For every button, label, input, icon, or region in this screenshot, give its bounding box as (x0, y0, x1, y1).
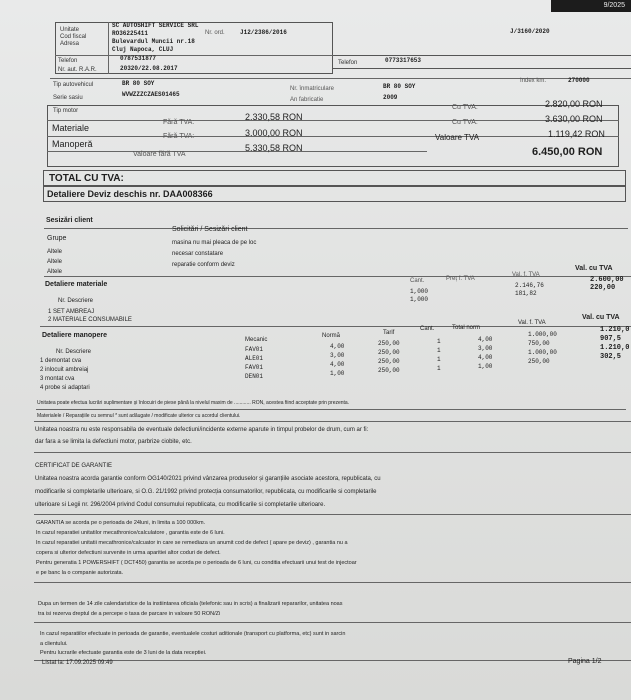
totals-rule-3 (47, 151, 427, 152)
manopera-tarif: 250,00 (378, 349, 400, 356)
total-label: TOTAL CU TVA: (49, 173, 124, 184)
client-phone: 0773317653 (385, 57, 422, 64)
materiale-top-rule (44, 276, 631, 277)
man-valf-label: Val. f. TVA (518, 320, 546, 326)
material-val-c: 2.600,00 (590, 276, 624, 284)
mat-nr-desc-label: Nr. Descriere (58, 298, 94, 304)
manopera-cant: 1 (437, 347, 441, 354)
terms-top-rule (34, 421, 631, 422)
manopera-desc: 3 montat cva (40, 376, 75, 382)
manopera-fara: 3.000,00 RON (245, 128, 303, 138)
tip-auto: BR 80 SOY (122, 80, 155, 87)
tip-motor-label: Tip motor (53, 108, 79, 114)
material-cant: 1,000 (410, 296, 429, 303)
manopera-val-c: 1.210,0 (600, 326, 630, 334)
depozit-line-2: tra isi rezerva dreptul de a percepe o taxa de parcare in valoare 50 RON/Zi (38, 611, 221, 617)
terms-rule-2 (34, 452, 631, 453)
manopera-norma: 4,00 (330, 343, 345, 350)
manopera-cant: 1 (437, 356, 441, 363)
telefon-label: Telefon (58, 58, 78, 64)
manopera-tarif: 250,00 (378, 358, 400, 365)
corner-text: 9/2025 (603, 2, 625, 9)
manopera-mecanic: FAV01 (245, 364, 264, 371)
sesizare-text: masina nu mai pleaca de pe loc (172, 240, 257, 246)
adresa-label: Adresa (60, 41, 80, 47)
right-reg: J/3160/2020 (510, 28, 550, 35)
manopere-top-rule (40, 326, 631, 327)
sesizare-grupa: Altele (47, 249, 63, 255)
manopera-val-f: 1.000,00 (528, 349, 557, 356)
man-tarif-label: Tarif (383, 330, 395, 336)
valoare-tva-label: Valoare TVA (435, 133, 480, 142)
manopera-tarif: 250,00 (378, 367, 400, 374)
reg-label: Nr. ord. (205, 30, 225, 36)
cert-line-2: modificarile si completarile ulterioare, si O.G. 21/1992 privind protecția consumatorilor, republicata, cu modificarile si completarile (35, 489, 377, 495)
corner-label (551, 0, 631, 12)
costuri-line-2: a clientului. (40, 641, 68, 647)
manopera-desc: 1 demontat cva (40, 358, 82, 364)
man-mecanic-label: Mecanic (245, 337, 268, 343)
client-phone-label: Telefon (338, 60, 358, 66)
nr-inmat-label: Nr. înmatriculare (290, 86, 335, 92)
mat-valc-label: Val. cu TVA (575, 265, 613, 272)
garantie-line-2: In cazul reparatiei unitatilor mecathronice/calculatore , garantia este de 6 luni. (36, 530, 225, 536)
company-name-label: Unitate (60, 27, 80, 33)
sesizari-title: Sesizări client (46, 217, 93, 224)
materiale-fara-label: Fără TVA: (163, 119, 195, 126)
sesizare-text: necesar constatare (172, 251, 224, 257)
cert-line-3: ulterioare si Legii nr. 296/2004 privind Codul consumului republicata, cu modificarile si completarile ulterioare. (35, 502, 326, 508)
garantie-line-3: In cazul reparatiei unitatii mecathronice/calcuator in care se remediaza un anumit cod de defect ( apare pe deviz) , garantia nu a (36, 540, 348, 546)
material-desc: 2 MATERIALE CONSUMABILE (48, 317, 132, 323)
costuri-line-3: Pentru lucrarile efectuate garantia este de 3 luni de la data receptiei. (40, 650, 207, 656)
total-label-box (43, 170, 626, 186)
material-val-c: 220,00 (590, 284, 616, 292)
manopera-val-c: 1.210,0 (600, 344, 630, 352)
manopera-total: 3,00 (478, 345, 493, 352)
materiale-title: Detaliere materiale (45, 281, 108, 288)
terms-rule-4 (34, 582, 631, 583)
sesizari-col-label: Solicitări / Sesizări client (172, 226, 248, 233)
materiale-label: Materiale (52, 123, 90, 133)
listat-la: Listat la: 17.09.2025 09:49 (42, 660, 113, 666)
address-city: Cluj Napoca, CLUJ (112, 46, 174, 53)
man-norma-label: Normă (322, 333, 341, 339)
nr-aut-label: Nr. aut. R.A.R. (58, 67, 97, 73)
man-total-label: Total norm (452, 325, 481, 331)
manopera-total: 1,00 (478, 363, 493, 370)
tip-auto-label: Tip autovehicul (53, 82, 94, 88)
manopera-total: 4,00 (478, 336, 493, 343)
manopera-fara-label: Fără TVA: (163, 133, 195, 140)
grupe-label: Grupe (47, 235, 67, 242)
manopera-val-c: 302,5 (600, 353, 622, 361)
manopera-cu-label: Cu TVA: (452, 119, 478, 126)
cod-fiscal: RO36225411 (112, 30, 149, 37)
index-km: 270000 (568, 77, 590, 84)
manopera-mecanic: DEN01 (245, 373, 264, 380)
manopera-cu: 3.630,00 RON (545, 114, 603, 124)
materiale-cu: 2.820,00 RON (545, 99, 603, 109)
manopera-val-f: 750,00 (528, 340, 550, 347)
materiale-cu-label: Cu TVA: (452, 104, 478, 111)
manopera-val-f: 1.000,00 (528, 331, 557, 338)
an-label: An fabricatie (290, 97, 324, 103)
deviz-title: Detaliere Deviz deschis nr. DAA008366 (47, 189, 213, 199)
man-cant-label: Cant. (420, 326, 435, 332)
material-val-f: 181,82 (515, 290, 537, 297)
terms-p1: Unitatea noastra nu este responsabila de eventuale defectiuni/incidente externe aparute in timpul probelor de drum, cum ar fi: (35, 427, 369, 433)
sesizare-grupa: Altele (47, 259, 63, 265)
manopere-footnote-2: Materialele / Reparațiile cu semnul * sunt adăugate / modificate ulterior cu acordul clientului. (37, 413, 241, 419)
manopera-mecanic: FAV01 (245, 346, 264, 353)
reg-number: J12/2386/2016 (240, 29, 287, 36)
material-val-f: 2.146,76 (515, 282, 544, 289)
valoare-fara-label: Valoare fără TVA (133, 151, 186, 158)
garantie-line-1: GARANTIA se acorda pe o perioada de 24luni, in limita a 100 000km. (36, 520, 206, 526)
manopera-val-f: 250,00 (528, 358, 550, 365)
terms-p2: dar fara a se limita la defectiuni motor, parbrize ciobite, etc. (35, 439, 192, 445)
garantie-line-6: e pe banc la o companie autorizata. (36, 570, 124, 576)
manopera-label: Manoperă (52, 139, 93, 149)
company-name: SC AUTOSHIFT SERVICE SRL (112, 22, 199, 29)
manopera-mecanic: ALE01 (245, 355, 264, 362)
man-valc-label: Val. cu TVA (582, 314, 620, 321)
nr-aut: 20320/22.08.2017 (120, 65, 178, 72)
manopera-norma: 4,00 (330, 361, 345, 368)
manopera-cant: 1 (437, 338, 441, 345)
valoare-tva: 1.119,42 RON (548, 129, 605, 139)
sesizare-text: reparatie conform deviz (172, 262, 235, 268)
garantie-line-4: copera si ulterior defectiuni survenite in urma aparitiei altor coduri de defect. (36, 550, 221, 556)
cod-fiscal-label: Cod fiscal (60, 34, 87, 40)
terms-rule-3 (34, 514, 631, 515)
cert-title: CERTIFICAT DE GARANTIE (35, 463, 113, 469)
manopera-cant: 1 (437, 365, 441, 372)
manopera-val-c: 907,5 (600, 335, 622, 343)
mat-pret-label: Preț f. TVA (446, 276, 475, 282)
serie-sasiu: WVWZZZCZAES01465 (122, 91, 180, 98)
address-street: Bulevardul Muncii nr.18 (112, 38, 195, 45)
header-divider (108, 22, 109, 74)
an-fabricatie: 2009 (383, 94, 398, 101)
totals-rule-2 (47, 136, 619, 137)
sesizari-rule (44, 228, 628, 229)
mat-valf-label: Val. f. TVA (512, 272, 540, 278)
manopere-footnote-1: Unitatea poate efectua lucrări suplimentare și înlocuiri de piese până la nivelul maxim de ............ RON, acestea fiind acceptate prin prezenta. (37, 400, 350, 406)
man-nr-desc-label: Nr. Descriere (56, 349, 92, 355)
nr-inmat: BR 80 SOY (383, 83, 416, 90)
costuri-line-1: In cazul reparatiilor efectuate in perioada de garantie, eventualele costuri aditionale (transport cu platforma, etc) sunt in sarcin (40, 631, 346, 637)
sesizare-grupa: Altele (47, 269, 63, 275)
client-phone-box (333, 55, 631, 69)
header-rule (55, 55, 333, 56)
cert-line-1: Unitatea noastra acorda garantie conform OG140/2021 privind vânzarea produselor și garanțiile asociate acestora, republicata, cu (35, 476, 381, 482)
valoare-fara: 5.330,58 RON (245, 143, 303, 153)
footnote-rule (36, 409, 626, 410)
mat-cant-label: Cant. (410, 278, 425, 284)
page-number: Pagina 1/2 (568, 658, 602, 665)
terms-rule-5 (34, 622, 631, 623)
manopera-desc: 4 probe si adaptari (40, 385, 90, 391)
index-label: Index km. (520, 78, 547, 84)
serie-label: Serie sasiu (53, 95, 83, 101)
manopera-total: 4,00 (478, 354, 493, 361)
manopera-norma: 3,00 (330, 352, 345, 359)
manopere-title: Detaliere manopere (42, 332, 107, 339)
totals-rule-1 (47, 120, 619, 121)
depozit-line-1: Dupa un termen de 14 zile calendaristice de la instiintarea oficiala (telefonic sau in scris) a finalizarii repararilor, unitatea noas (38, 601, 343, 607)
manopera-desc: 2 inlocuit ambreiaj (40, 367, 89, 373)
company-phone: 0787531877 (120, 55, 157, 62)
garantie-line-5: Pentru generatia 1 POWERSHIFT ( DCT450) garantia se acorda pe o perioada de 6 luni, cu conditia efectuarii unui test de injectoar (36, 560, 357, 566)
manopera-norma: 1,00 (330, 370, 345, 377)
material-cant: 1,000 (410, 288, 429, 295)
terms-rule-6 (34, 660, 631, 661)
material-desc: 1 SET AMBREAJ (48, 309, 95, 315)
manopera-tarif: 250,00 (378, 340, 400, 347)
materiale-fara: 2.330,58 RON (245, 112, 303, 122)
total-value: 6.450,00 RON (532, 146, 603, 158)
